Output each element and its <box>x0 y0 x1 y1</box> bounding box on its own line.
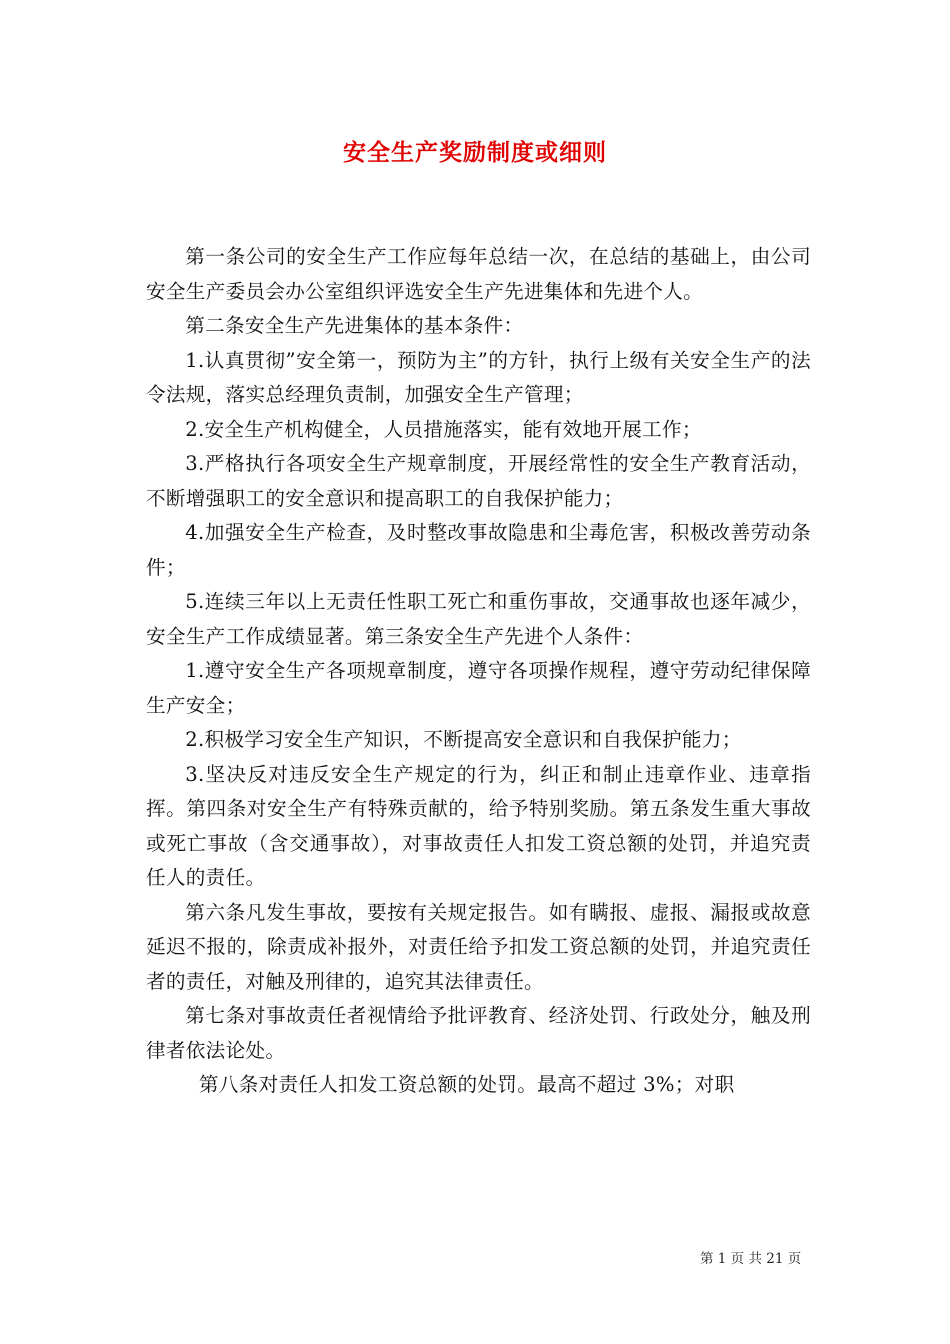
paragraph-individual-item-1: 1.遵守安全生产各项规章制度，遵守各项操作规程，遵守劳动纪律保障生产安全； <box>146 659 811 717</box>
paragraph-article-8: 第八条对责任人扣发工资总额的处罚。最高不超过 3%；对职 <box>198 1073 735 1096</box>
document-title: 安全生产奖励制度或细则 <box>343 139 607 166</box>
paragraph-article-1: 第一条公司的安全生产工作应每年总结一次，在总结的基础上，由公司安全生产委员会办公室组织评选安全生产先进集体和先进个人。 <box>146 245 811 303</box>
paragraph-individual-item-2: 2.积极学习安全生产知识，不断提高安全意识和自我保护能力； <box>185 728 742 751</box>
paragraph-item-5: 5.连续三年以上无责任性职工死亡和重伤事故，交通事故也逐年减少，安全生产工作成绩显著。第三条安全生产先进个人条件： <box>146 590 811 648</box>
paragraph-article-2: 第二条安全生产先进集体的基本条件： <box>185 314 524 337</box>
paragraph-item-4: 4.加强安全生产检查，及时整改事故隐患和尘毒危害，积极改善劳动条件； <box>146 521 811 579</box>
paragraph-item-1: 1.认真贯彻”安全第一，预防为主”的方针，执行上级有关安全生产的法令法规，落实总经理负责制，加强安全生产管理； <box>146 348 811 406</box>
paragraph-article-7: 第七条对事故责任者视情给予批评教育、经济处罚、行政处分，触及刑律者依法论处。 <box>146 1004 811 1062</box>
paragraph-article-6: 第六条凡发生事故，要按有关规定报告。如有瞒报、虚报、漏报或故意延迟不报的，除责成补报外，对责任给予扣发工资总额的处罚，并追究责任者的责任，对触及刑律的，追究其法律责任。 <box>146 900 811 993</box>
document-body <box>146 240 811 1103</box>
paragraph-item-2: 2.安全生产机构健全，人员措施落实，能有效地开展工作； <box>185 417 702 441</box>
paragraph-item-3: 3.严格执行各项安全生产规章制度，开展经常性的安全生产教育活动，不断增强职工的安全意识和提高职工的自我保护能力； <box>146 452 811 510</box>
page-number-footer: 第 1 页 共 21 页 <box>700 1251 802 1267</box>
paragraph-individual-item-3: 3.坚决反对违反安全生产规定的行为，纠正和制止违章作业、违章指挥。第四条对安全生产有特殊贡献的，给予特别奖励。第五条发生重大事故或死亡事故（含交通事故），对事故责任人扣发工资总额的处罚，并追究责任人的责任。 <box>146 762 811 889</box>
